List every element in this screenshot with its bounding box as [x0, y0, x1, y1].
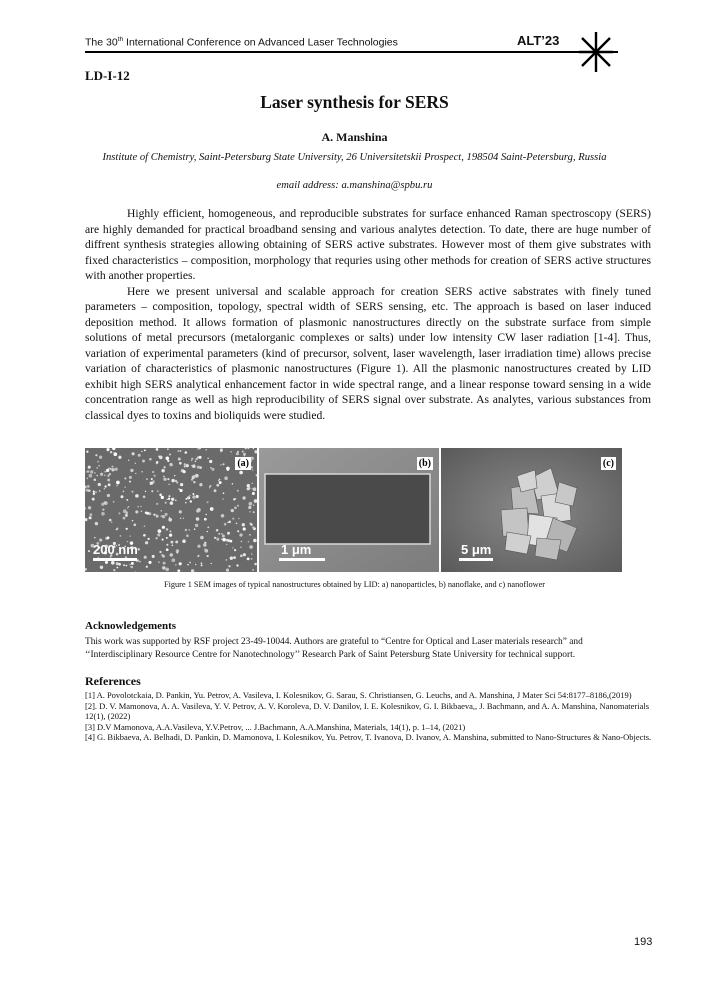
paragraph: Here we present universal and scalable approach for creation SERS active sabstrates with finely tuned parameters – composition, topology, spectral width of SERS sensing, etc. The approach is based on laser induced deposition method. It allows formation of plasmonic nanostructures directly on the substrate surface from simple solutions of metal precursors (metalorganic complexes or salts) under low intensity CW laser radiation [1-4]. Thus, variation of experimental parameters (kind of precursor, solvent, laser wavelength, laser irradiation time) allows precise variation of characteristics of plasmonic nanostructures (Figure 1). All the plasmonic nanostructures created by LID exhibit high SERS analytical enhancement factor in wide spectral range, and a linear response toward sensing in a wide concentration range as well as high reproducibility of SERS signal over substrate. As analytes, various substances from classical dyes to toxins and bioliquids were studied.: [85, 284, 651, 422]
references-heading: References: [85, 674, 141, 688]
paper-title: Laser synthesis for SERS: [260, 92, 449, 112]
reference-item: [1] A. Povolotckaia, D. Pankin, Yu. Petrov, A. Vasileva, I. Kolesnikov, G. Sarau, S. Christiansen, G. Leuchs, and A. Manshina, J Mater Sci 54:8177–8186,(2019): [85, 690, 632, 700]
scale-label-b: 1 μm: [281, 542, 312, 557]
header-rule: [85, 51, 618, 53]
panel-label-a: (a): [237, 458, 249, 469]
alt-star-logo: [576, 30, 616, 74]
panel-label-b: (b): [418, 458, 431, 469]
affiliation: Institute of Chemistry, Saint-Petersburg State University, 26 Universitetskii Prospect, 198504 Saint-Petersburg, Russia: [102, 152, 607, 163]
scale-bar-a: [93, 558, 137, 561]
scale-label-c: 5 μm: [461, 542, 492, 557]
conference-title: The 30th International Conference on Advanced Laser Technologies: [85, 36, 398, 49]
page-number: 193: [634, 936, 653, 948]
reference-item: [2]. D. V. Mamonova, A. A. Vasileva, Y. V. Petrov, A. V. Koroleva, D. V. Danilov, I. E. Kolesnikov, G. I. Bikbaeva,, J. Bachmann, and A. A. Manshina, Nanomaterials 12(1), (2022): [85, 700, 650, 722]
figure-caption: Figure 1 SEM images of typical nanostructures obtained by LID: a) nanoparticles, b) nanoflake, and c) nanoflower: [163, 580, 546, 589]
scale-bar-b: [279, 558, 325, 561]
references-list: [85, 690, 655, 743]
panel-label-c: (c): [602, 458, 614, 469]
sem-figure: [85, 448, 622, 572]
scale-label-a: 200 nm: [93, 542, 138, 557]
paper-id: LD-I-12: [85, 68, 130, 83]
acknowledgements-heading: Acknowledgements: [85, 620, 177, 632]
paragraph: Highly efficient, homogeneous, and reproducible substrates for surface enhanced Raman spectroscopy (SERS) are highly demanded for practical broadband sensing and various analytes detection. To date, there are huge number of diffrent synthesis strategies allowing obtaining of SERS active substrates. However most of them give substrates with fixed characteristics – composition, morphology that requries using other methods for creation of SERS active structures with another properties.: [85, 207, 651, 282]
acknowledgements-text: This work was supported by RSF project 23-49-10044. Authors are grateful to “Centre for Optical and Laser materials research” and ‘‘Interdisciplinary Resource Centre for Nanotechnology’’ Research Park of Saint Petersburg State University for technical support.: [85, 637, 583, 660]
reference-item: [3] D.V Mamonova, A.A.Vasileva, Y.V.Petrov, ... J.Bachmann, A.A.Manshina, Materials, 14(1), p. 1–14, (2021): [85, 721, 466, 732]
scale-bar-c: [459, 558, 493, 561]
author: A. Manshina: [321, 130, 388, 144]
body-text: [85, 206, 651, 423]
sem-panel-nanoflower: [441, 448, 622, 572]
sem-panel-nanoparticles: [85, 448, 257, 572]
email: email address: a.manshina@spbu.ru: [276, 180, 433, 191]
running-header: [85, 33, 625, 53]
reference-item: [4] G. Bikbaeva, A. Belhadi, D. Pankin, D. Mamonova, I. Kolesnikov, Yu. Petrov, T. Ivanova, D. Ivanov, A. Manshina, submitted to Nano-Structures & Nano-Objects.: [85, 732, 652, 743]
conference-badge: ALT’23: [517, 33, 560, 48]
sem-panel-nanoflake: [259, 448, 439, 572]
